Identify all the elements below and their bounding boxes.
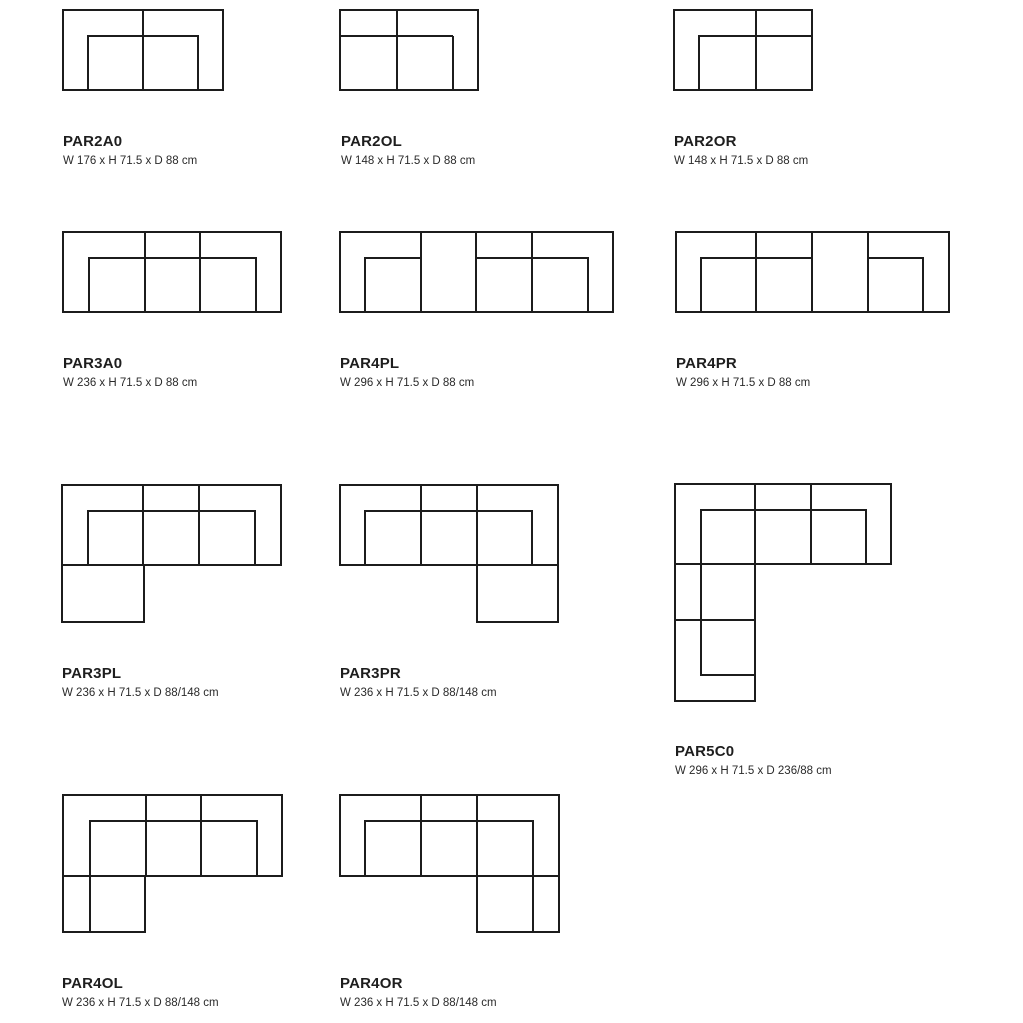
module-dimensions: W 296 x H 71.5 x D 236/88 cm bbox=[675, 765, 832, 777]
module-drawing-par2a0 bbox=[63, 10, 223, 90]
module-label-par3pl bbox=[62, 665, 219, 701]
module-drawing-par4ol bbox=[63, 795, 282, 932]
module-dimensions: W 296 x H 71.5 x D 88 cm bbox=[676, 377, 811, 389]
module-label-par4pr bbox=[676, 355, 810, 391]
module-dimensions: W 296 x H 71.5 x D 88 cm bbox=[340, 377, 475, 389]
module-label-par2or bbox=[674, 133, 808, 169]
module-label-par4or bbox=[340, 975, 497, 1011]
module-code: PAR2OR bbox=[674, 133, 737, 150]
module-drawing-par4pl bbox=[340, 232, 613, 312]
module-drawing-par4or bbox=[340, 795, 559, 932]
module-code: PAR3PR bbox=[340, 665, 401, 682]
module-label-par3pr bbox=[340, 665, 497, 701]
module-label-par4pl bbox=[340, 355, 474, 391]
module-label-par3a0 bbox=[63, 355, 197, 391]
module-code: PAR5C0 bbox=[675, 743, 735, 760]
module-dimensions: W 236 x H 71.5 x D 88/148 cm bbox=[62, 687, 219, 699]
module-drawing-par3pr bbox=[340, 485, 558, 622]
module-label-par5c0 bbox=[675, 743, 832, 779]
module-drawing-par4pr bbox=[676, 232, 949, 312]
module-code: PAR3A0 bbox=[63, 355, 123, 372]
module-dimensions: W 148 x H 71.5 x D 88 cm bbox=[341, 155, 476, 167]
module-label-par4ol bbox=[62, 975, 219, 1011]
module-label-par2ol bbox=[341, 133, 475, 169]
module-drawing-par3a0 bbox=[63, 232, 281, 312]
module-drawing-par3pl bbox=[62, 485, 281, 622]
module-code: PAR4OR bbox=[340, 975, 403, 992]
module-drawing-par5c0 bbox=[675, 484, 891, 701]
module-dimensions: W 236 x H 71.5 x D 88/148 cm bbox=[340, 687, 497, 699]
module-code: PAR2A0 bbox=[63, 133, 123, 150]
module-dimensions: W 236 x H 71.5 x D 88/148 cm bbox=[62, 997, 219, 1009]
module-code: PAR3PL bbox=[62, 665, 122, 682]
module-drawing-par2or bbox=[674, 10, 812, 90]
module-dimensions: W 148 x H 71.5 x D 88 cm bbox=[674, 155, 809, 167]
module-dimensions: W 236 x H 71.5 x D 88/148 cm bbox=[340, 997, 497, 1009]
module-code: PAR4OL bbox=[62, 975, 123, 992]
module-dimensions: W 236 x H 71.5 x D 88 cm bbox=[63, 377, 198, 389]
module-code: PAR4PR bbox=[676, 355, 737, 372]
module-label-par2a0 bbox=[63, 133, 197, 169]
module-drawing-par2ol bbox=[340, 10, 478, 90]
module-code: PAR2OL bbox=[341, 133, 402, 150]
module-code: PAR4PL bbox=[340, 355, 400, 372]
module-dimensions: W 176 x H 71.5 x D 88 cm bbox=[63, 155, 198, 167]
